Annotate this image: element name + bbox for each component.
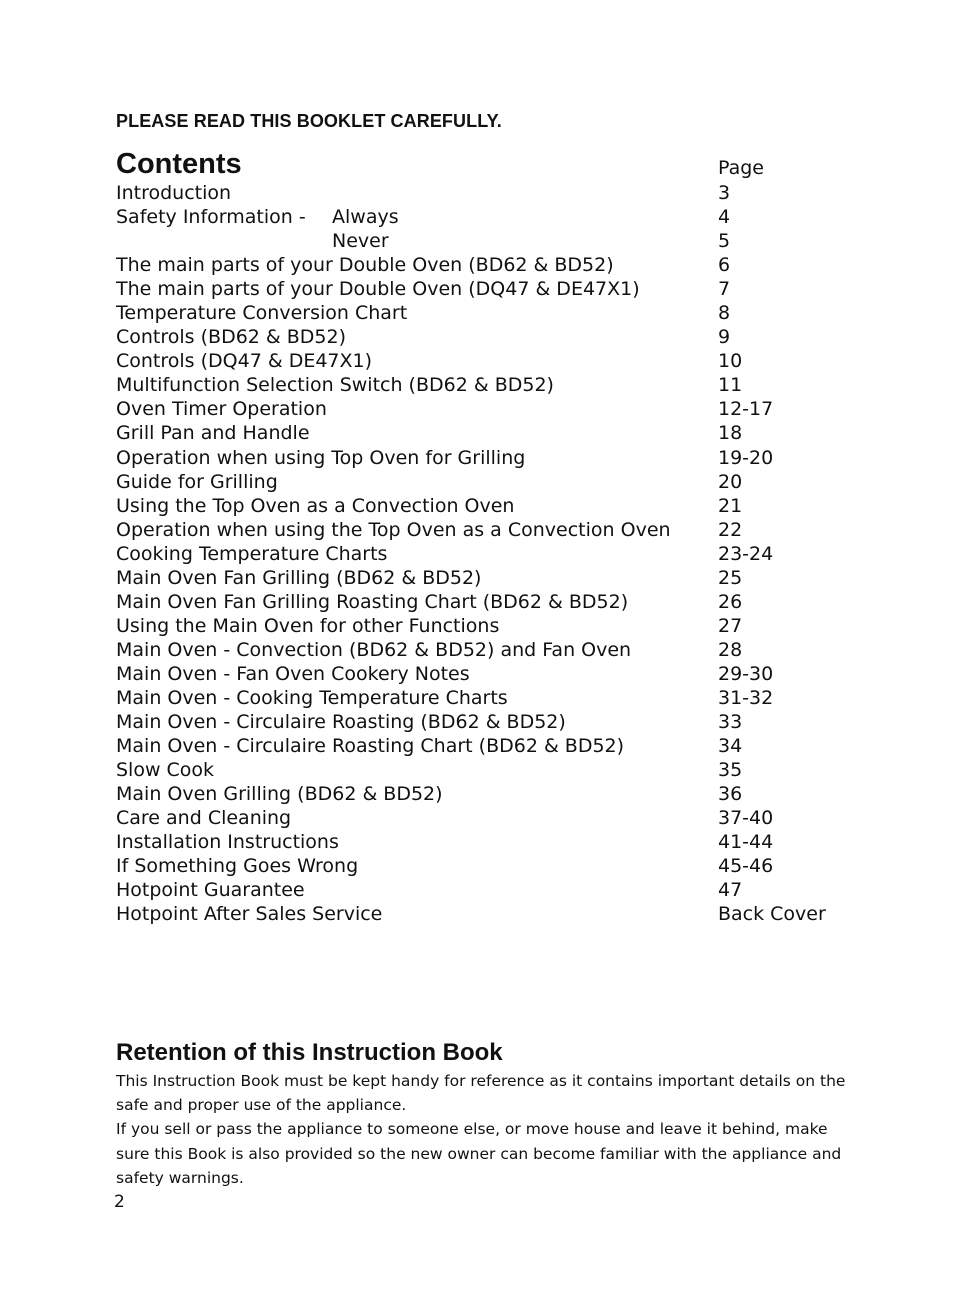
toc-entry-title: Controls (DQ47 & DE47X1) xyxy=(116,350,373,373)
toc-entry xyxy=(116,470,856,494)
toc-entry xyxy=(116,301,856,325)
toc-entry-title: Care and Cleaning xyxy=(116,807,292,830)
toc-entry-page: 21 xyxy=(718,494,743,517)
toc-entry-title: Installation Instructions xyxy=(116,831,339,854)
toc-entry-title: Main Oven - Circulaire Roasting (BD62 & BD52) xyxy=(116,711,566,734)
toc-entry-page: 12-17 xyxy=(718,398,774,421)
toc-entry-page: 7 xyxy=(718,278,731,301)
retention-paragraph: This Instruction Book must be kept handy for reference as it contains important details on the safe and proper use of the appliance. xyxy=(116,1072,846,1115)
toc-entry xyxy=(116,397,856,421)
toc-entry-title: Slow Cook xyxy=(116,759,215,782)
toc-entry-subtitle: Never xyxy=(332,230,389,253)
toc-entry xyxy=(116,902,856,926)
table-of-contents xyxy=(116,181,856,926)
toc-entry-page: 3 xyxy=(718,182,731,204)
toc-entry xyxy=(116,205,856,229)
toc-entry-page: 33 xyxy=(718,711,743,734)
toc-entry-page: 19-20 xyxy=(718,446,774,469)
toc-entry-subtitle: Always xyxy=(332,206,399,229)
toc-entry-title: Hotpoint After Sales Service xyxy=(116,903,383,926)
toc-entry-page: 20 xyxy=(718,470,743,493)
toc-entry-page: 23-24 xyxy=(718,542,774,565)
toc-entry-title: The main parts of your Double Oven (BD62 & BD52) xyxy=(116,254,614,277)
toc-entry xyxy=(116,806,856,830)
toc-entry-title: Guide for Grilling xyxy=(116,470,278,493)
toc-entry-title: Cooking Temperature Charts xyxy=(116,542,388,565)
toc-entry xyxy=(116,421,856,445)
toc-entry-page: 28 xyxy=(718,638,743,661)
read-notice: PLEASE READ THIS BOOKLET CAREFULLY. xyxy=(116,111,502,131)
toc-entry-page: 45-46 xyxy=(718,855,774,878)
toc-entry xyxy=(116,566,856,590)
toc-entry xyxy=(116,614,856,638)
toc-entry xyxy=(116,277,856,301)
toc-entry-page: 25 xyxy=(718,566,743,589)
toc-entry xyxy=(116,638,856,662)
toc-entry-page: 31-32 xyxy=(718,686,774,709)
toc-entry-page: 6 xyxy=(718,254,731,277)
toc-entry-page: 37-40 xyxy=(718,807,774,830)
toc-entry-page: 34 xyxy=(718,735,743,758)
toc-entry-page: 29-30 xyxy=(718,662,774,685)
toc-entry-title: Operation when using the Top Oven as a Convection Oven xyxy=(116,518,671,541)
toc-entry xyxy=(116,710,856,734)
retention-paragraph: If you sell or pass the appliance to someone else, or move house and leave it behind, make sure this Book is also provided so the new owner can become familiar with the appliance and safety warnings. xyxy=(116,1120,842,1187)
toc-entry-page: 9 xyxy=(718,326,731,349)
toc-entry xyxy=(116,734,856,758)
toc-entry-page: 36 xyxy=(718,783,743,806)
toc-entry xyxy=(116,686,856,710)
toc-entry-title: Main Oven - Cooking Temperature Charts xyxy=(116,686,508,709)
toc-entry-title: Safety Information - xyxy=(116,206,306,229)
toc-entry-page: 11 xyxy=(718,374,743,397)
toc-entry-title: If Something Goes Wrong xyxy=(116,855,359,878)
toc-entry xyxy=(116,518,856,542)
toc-entry xyxy=(116,878,856,902)
toc-entry-title: Temperature Conversion Chart xyxy=(116,302,408,325)
toc-entry xyxy=(116,181,856,205)
toc-entry xyxy=(116,349,856,373)
toc-entry-page: 18 xyxy=(718,422,743,445)
toc-entry-page: 27 xyxy=(718,614,743,637)
toc-entry xyxy=(116,253,856,277)
toc-entry-title: The main parts of your Double Oven (DQ47 & DE47X1) xyxy=(116,278,640,301)
page-number: 2 xyxy=(114,1192,125,1212)
toc-entry-page: 22 xyxy=(718,518,743,541)
toc-entry-page: 41-44 xyxy=(718,831,774,854)
retention-heading: Retention of this Instruction Book xyxy=(116,1039,503,1066)
toc-entry xyxy=(116,590,856,614)
toc-entry xyxy=(116,830,856,854)
toc-entry-title: Oven Timer Operation xyxy=(116,398,327,421)
toc-entry-title: Controls (BD62 & BD52) xyxy=(116,326,347,349)
toc-entry xyxy=(116,542,856,566)
toc-entry-title: Using the Main Oven for other Functions xyxy=(116,614,500,637)
toc-entry-page: 8 xyxy=(718,302,731,325)
toc-entry-title: Main Oven Grilling (BD62 & BD52) xyxy=(116,783,443,806)
contents-heading: Contents xyxy=(116,148,242,180)
toc-entry-title: Main Oven - Circulaire Roasting Chart (BD62 & BD52) xyxy=(116,735,625,758)
toc-entry-page: 10 xyxy=(718,350,743,373)
toc-entry xyxy=(116,782,856,806)
toc-entry-page: 26 xyxy=(718,590,743,613)
toc-entry-title: Hotpoint Guarantee xyxy=(116,879,305,902)
toc-entry xyxy=(116,373,856,397)
toc-entry-title: Grill Pan and Handle xyxy=(116,422,310,445)
toc-entry xyxy=(116,229,856,253)
toc-entry-title: Using the Top Oven as a Convection Oven xyxy=(116,494,515,517)
toc-entry-page: 5 xyxy=(718,230,731,253)
toc-entry xyxy=(116,446,856,470)
toc-entry-title: Introduction xyxy=(116,182,232,204)
toc-entry xyxy=(116,662,856,686)
toc-entry xyxy=(116,325,856,349)
toc-entry-page: Back Cover xyxy=(718,903,826,926)
toc-entry-title: Main Oven - Fan Oven Cookery Notes xyxy=(116,662,470,685)
toc-entry-title: Multifunction Selection Switch (BD62 & BD52) xyxy=(116,374,554,397)
retention-body xyxy=(116,1069,846,1190)
toc-entry xyxy=(116,494,856,518)
toc-entry xyxy=(116,758,856,782)
toc-entry-page: 4 xyxy=(718,206,731,229)
toc-entry xyxy=(116,854,856,878)
toc-entry-title: Operation when using Top Oven for Grilling xyxy=(116,446,526,469)
toc-entry-title: Main Oven Fan Grilling Roasting Chart (BD62 & BD52) xyxy=(116,590,629,613)
toc-entry-page: 47 xyxy=(718,879,743,902)
toc-entry-title: Main Oven - Convection (BD62 & BD52) and Fan Oven xyxy=(116,638,632,661)
page-column-heading: Page xyxy=(718,157,764,179)
toc-entry-page: 35 xyxy=(718,759,743,782)
toc-entry-title: Main Oven Fan Grilling (BD62 & BD52) xyxy=(116,566,482,589)
